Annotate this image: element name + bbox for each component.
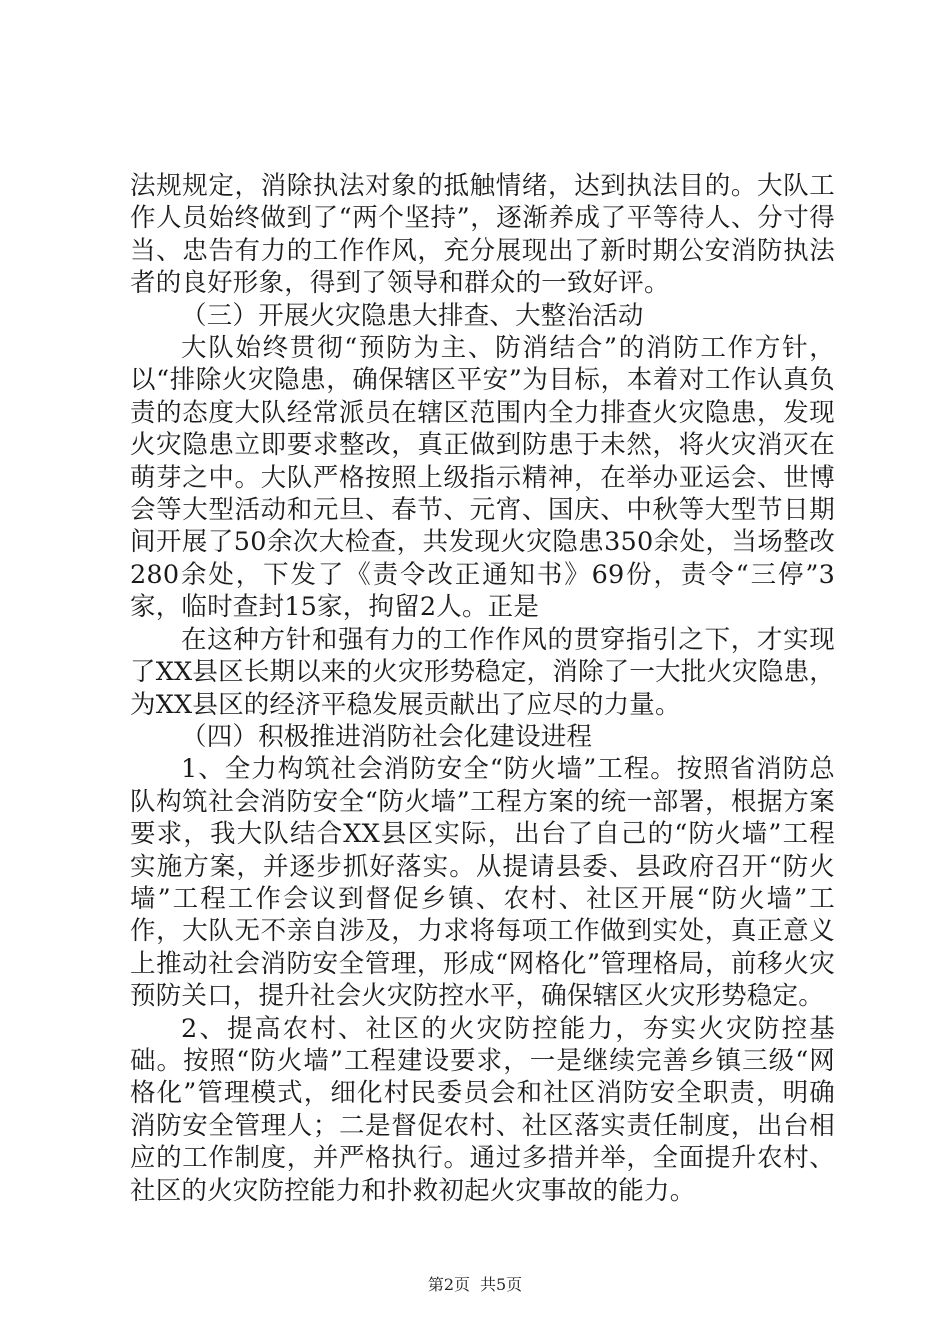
paragraph-firewall-project: 1、全力构筑社会消防安全“防火墙”工程。按照省消防总队构筑社会消防安全“防火墙”工程方案的统一部署，根据方案要求，我大队结合XX县区实际，出台了自己的“防火墙”工程实施方案，并逐步抓好落实。从提请县委、县政府召开“防火墙”工程工作会议到督促乡镇、农村、社区开展“防火墙”工作，大队无不亲自涉及，力求将每项工作做到实处，真正意义上推动社会消防安全管理，形成“网格化”管理格局，前移火灾预防关口，提升社会火灾防控水平，确保辖区火灾形势稳定。 (130, 754, 835, 1012)
section-heading-4: （四）积极推进消防社会化建设进程 (181, 721, 593, 752)
paragraph-enforcement-conclusion: 法规规定，消除执法对象的抵触情绪，达到执法目的。大队工作人员始终做到了“两个坚持”，逐渐养成了平等待人、分寸得当、忠告有力的工作作风，充分展现出了新时期公安消防执法者的良好形象，得到了领导和群众的一致好评。 (130, 171, 835, 299)
paragraph-hazard-inspection: 大队始终贯彻“预防为主、防消结合”的消防工作方针，以“排除火灾隐患，确保辖区平安”为目标，本着对工作认真负责的态度大队经常派员在辖区范围内全力排查火灾隐患，发现火灾隐患立即要求整改，真正做到防患于未然，将火灾消灭在萌芽之中。大队严格按照上级指示精神，在举办亚运会、世博会等大型活动和元旦、春节、元宵、国庆、中秋等大型节日期间开展了50余次大检查，共发现火灾隐患350余处，当场整改280余处，下发了《责令改正通知书》69份，责令“三停”3家，临时查封15家，拘留2人。正是 (130, 333, 835, 623)
paragraph-guidance-result: 在这种方针和强有力的工作作风的贯穿指引之下，才实现了XX县区长期以来的火灾形势稳定，消除了一大批火灾隐患，为XX县区的经济平稳发展贡献出了应尽的力量。 (130, 624, 835, 720)
document-body (130, 170, 835, 1207)
page-footer (0, 1272, 950, 1295)
page-number-current: 第2页 (427, 1275, 470, 1294)
section-heading-3: （三）开展火灾隐患大排查、大整治活动 (181, 300, 644, 331)
page-number-total: 共5页 (480, 1275, 523, 1294)
paragraph-rural-community: 2、提高农村、社区的火灾防控能力，夯实火灾防控基础。按照“防火墙”工程建设要求，一是继续完善乡镇三级“网格化”管理模式，细化村民委员会和社区消防安全职责，明确消防安全管理人；二是督促农村、社区落实责任制度，出台相应的工作制度，并严格执行。通过多措并举，全面提升农村、社区的火灾防控能力和扑救初起火灾事故的能力。 (130, 1013, 835, 1206)
